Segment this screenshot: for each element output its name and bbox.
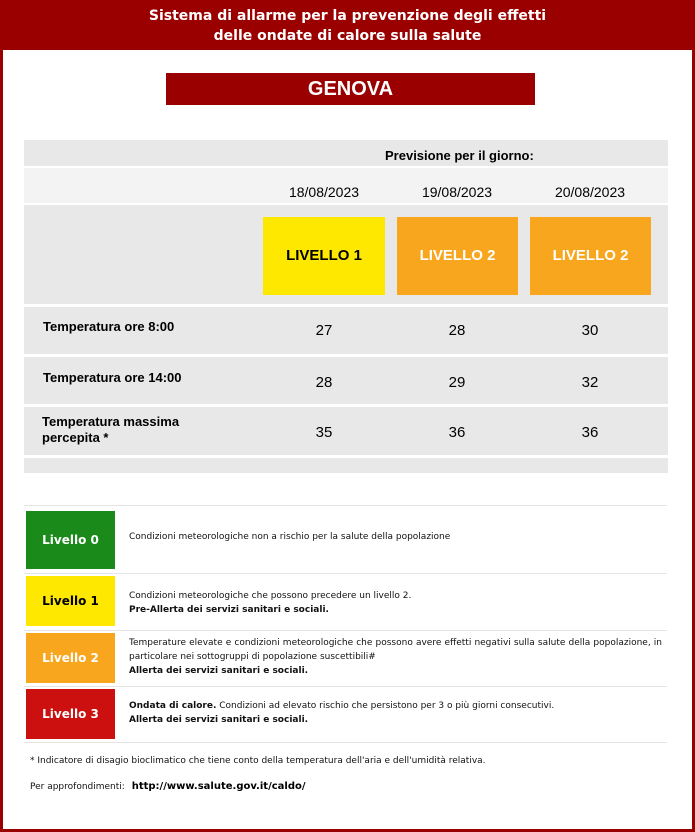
more-info-label: Per approfondimenti: bbox=[30, 782, 125, 792]
table-cell: 32 bbox=[581, 374, 599, 391]
table-cell: 29 bbox=[448, 374, 466, 391]
forecast-date: 19/08/2023 bbox=[421, 184, 493, 200]
legend-swatch-level-0: Livello 0 bbox=[26, 511, 115, 569]
forecast-level-badge: LIVELLO 1 bbox=[263, 217, 385, 295]
legend-text: Temperature elevate e condizioni meteorologiche che possono avere effetti negativi sulla salute della popolazione, in particolare nei sottogruppi di popolazione suscettibili# bbox=[129, 638, 662, 662]
forecast-date: 20/08/2023 bbox=[554, 184, 626, 200]
row-label-temp-14: Temperatura ore 14:00 bbox=[43, 370, 182, 385]
legend-alert-text: Pre-Allerta dei servizi sanitari e sociali. bbox=[129, 605, 329, 615]
table-cell: 28 bbox=[448, 322, 466, 339]
table-cell: 35 bbox=[315, 424, 333, 441]
legend-description bbox=[129, 636, 662, 678]
table-cell: 27 bbox=[315, 322, 333, 339]
footnote: * Indicatore di disagio bioclimatico che tiene conto della temperatura dell'aria e dell'umidità relativa. bbox=[30, 756, 486, 766]
forecast-level-badge: LIVELLO 2 bbox=[530, 217, 651, 295]
table-cell: 28 bbox=[315, 374, 333, 391]
city-title: GENOVA bbox=[166, 73, 535, 105]
header-title-line1: Sistema di allarme per la prevenzione degli effetti bbox=[148, 8, 547, 24]
legend-alert-text: Allerta dei servizi sanitari e sociali. bbox=[129, 715, 309, 725]
row-label-temp-8: Temperatura ore 8:00 bbox=[43, 319, 175, 334]
row-label-line: Temperatura massima bbox=[42, 414, 180, 429]
legend-swatch-level-1: Livello 1 bbox=[26, 576, 115, 626]
legend-lead-text: Ondata di calore. bbox=[129, 701, 217, 711]
page-header bbox=[0, 0, 695, 50]
more-info-link[interactable]: http://www.salute.gov.it/caldo/ bbox=[131, 781, 306, 792]
forecast-footer-band bbox=[24, 458, 668, 473]
legend-swatch-level-3: Livello 3 bbox=[26, 689, 115, 739]
more-info bbox=[30, 781, 306, 792]
legend-text: Condizioni ad elevato rischio che persistono per 3 o più giorni consecutivi. bbox=[219, 701, 555, 711]
legend-description bbox=[129, 530, 662, 544]
legend-swatch-level-2: Livello 2 bbox=[26, 633, 115, 683]
legend-text: Condizioni meteorologiche che possono precedere un livello 2. bbox=[129, 591, 412, 601]
legend-text: Condizioni meteorologiche non a rischio per la salute della popolazione bbox=[129, 532, 451, 542]
legend-description bbox=[129, 699, 662, 727]
table-cell: 36 bbox=[448, 424, 466, 441]
forecast-header-band bbox=[24, 140, 668, 166]
header-title-line2: delle ondate di calore sulla salute bbox=[213, 28, 482, 44]
forecast-date: 18/08/2023 bbox=[288, 184, 360, 200]
legend-description bbox=[129, 589, 662, 617]
row-label-line: percepita * bbox=[42, 430, 109, 445]
forecast-level-badge: LIVELLO 2 bbox=[397, 217, 518, 295]
table-cell: 36 bbox=[581, 424, 599, 441]
forecast-label: Previsione per il giorno: bbox=[385, 148, 534, 163]
table-cell: 30 bbox=[581, 322, 599, 339]
legend-alert-text: Allerta dei servizi sanitari e sociali. bbox=[129, 666, 309, 676]
row-label-perceived-max bbox=[42, 414, 179, 446]
